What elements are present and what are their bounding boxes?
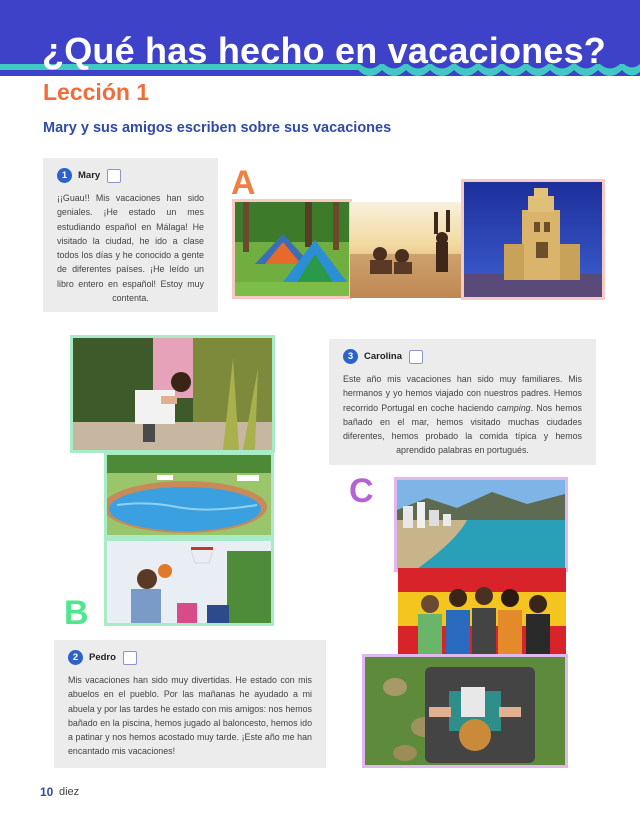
photo-friends-flag bbox=[398, 568, 566, 655]
page-number-word: diez bbox=[59, 786, 80, 798]
author-name: Pedro bbox=[89, 652, 116, 663]
paragraph: Mis vacaciones han sido muy divertidas. He estado con mis abuelos en el pueblo. Por las mañanas he ayudado a mi abuela y por las tardes he estado con mis amigos: nos hemos bañado en la piscina, hemos jugado al baloncesto, hemos ido a patinar y nos hemos acostado muy tarde. ¡Este año me han encantado mis vacaciones! bbox=[68, 675, 312, 757]
answer-checkbox[interactable] bbox=[409, 350, 423, 364]
photo-basketball bbox=[104, 538, 274, 626]
photo-gardening bbox=[70, 335, 275, 453]
photo-swimming-pool bbox=[104, 452, 274, 538]
number-badge: 1 bbox=[57, 168, 72, 183]
group-label-b: B bbox=[64, 594, 89, 632]
group-label-c: C bbox=[349, 472, 374, 510]
text-box-pedro bbox=[54, 640, 326, 768]
answer-checkbox[interactable] bbox=[123, 651, 137, 665]
text-box-carolina bbox=[329, 339, 596, 465]
lesson-label: Lección 1 bbox=[43, 79, 150, 105]
page-title: ¿Qué has hecho en vacaciones? bbox=[42, 30, 606, 71]
text-box-mary bbox=[43, 158, 218, 312]
paragraph: Este año mis vacaciones han sido muy familiares. Mis hermanos y yo hemos viajado con nuestros padres. Hemos recorrido Portugal en coche haciendo camping. Nos hemos bañado en el mar, hemos visitado muchas ciudades diferentes, hemos probado la comida típica y hemos aprendido palabras en portugués. bbox=[343, 374, 582, 456]
subtitle: Mary y sus amigos escriben sobre sus vacaciones bbox=[43, 120, 392, 136]
photo-belem-tower bbox=[461, 179, 605, 300]
page-number: 10 bbox=[40, 785, 54, 799]
number-badge: 3 bbox=[343, 349, 358, 364]
photo-reading-ereader bbox=[362, 654, 568, 768]
author-name: Carolina bbox=[364, 351, 403, 362]
paragraph: ¡¡Guau!! Mis vacaciones han sido geniales. ¡He estado un mes estudiando español en Málaga! He visitado la ciudad, he ido a clase todos los días y he conocido a gente de diferentes países. ¡He leído un libro entero en español! Estoy muy contenta. bbox=[57, 193, 204, 304]
photo-beach-swimming bbox=[350, 202, 462, 298]
number-badge: 2 bbox=[68, 650, 83, 665]
answer-checkbox[interactable] bbox=[107, 169, 121, 183]
photo-malaga-coast bbox=[394, 477, 568, 572]
photo-camping-tents bbox=[232, 199, 352, 299]
author-name: Mary bbox=[78, 170, 101, 181]
group-label-a: A bbox=[231, 164, 256, 202]
